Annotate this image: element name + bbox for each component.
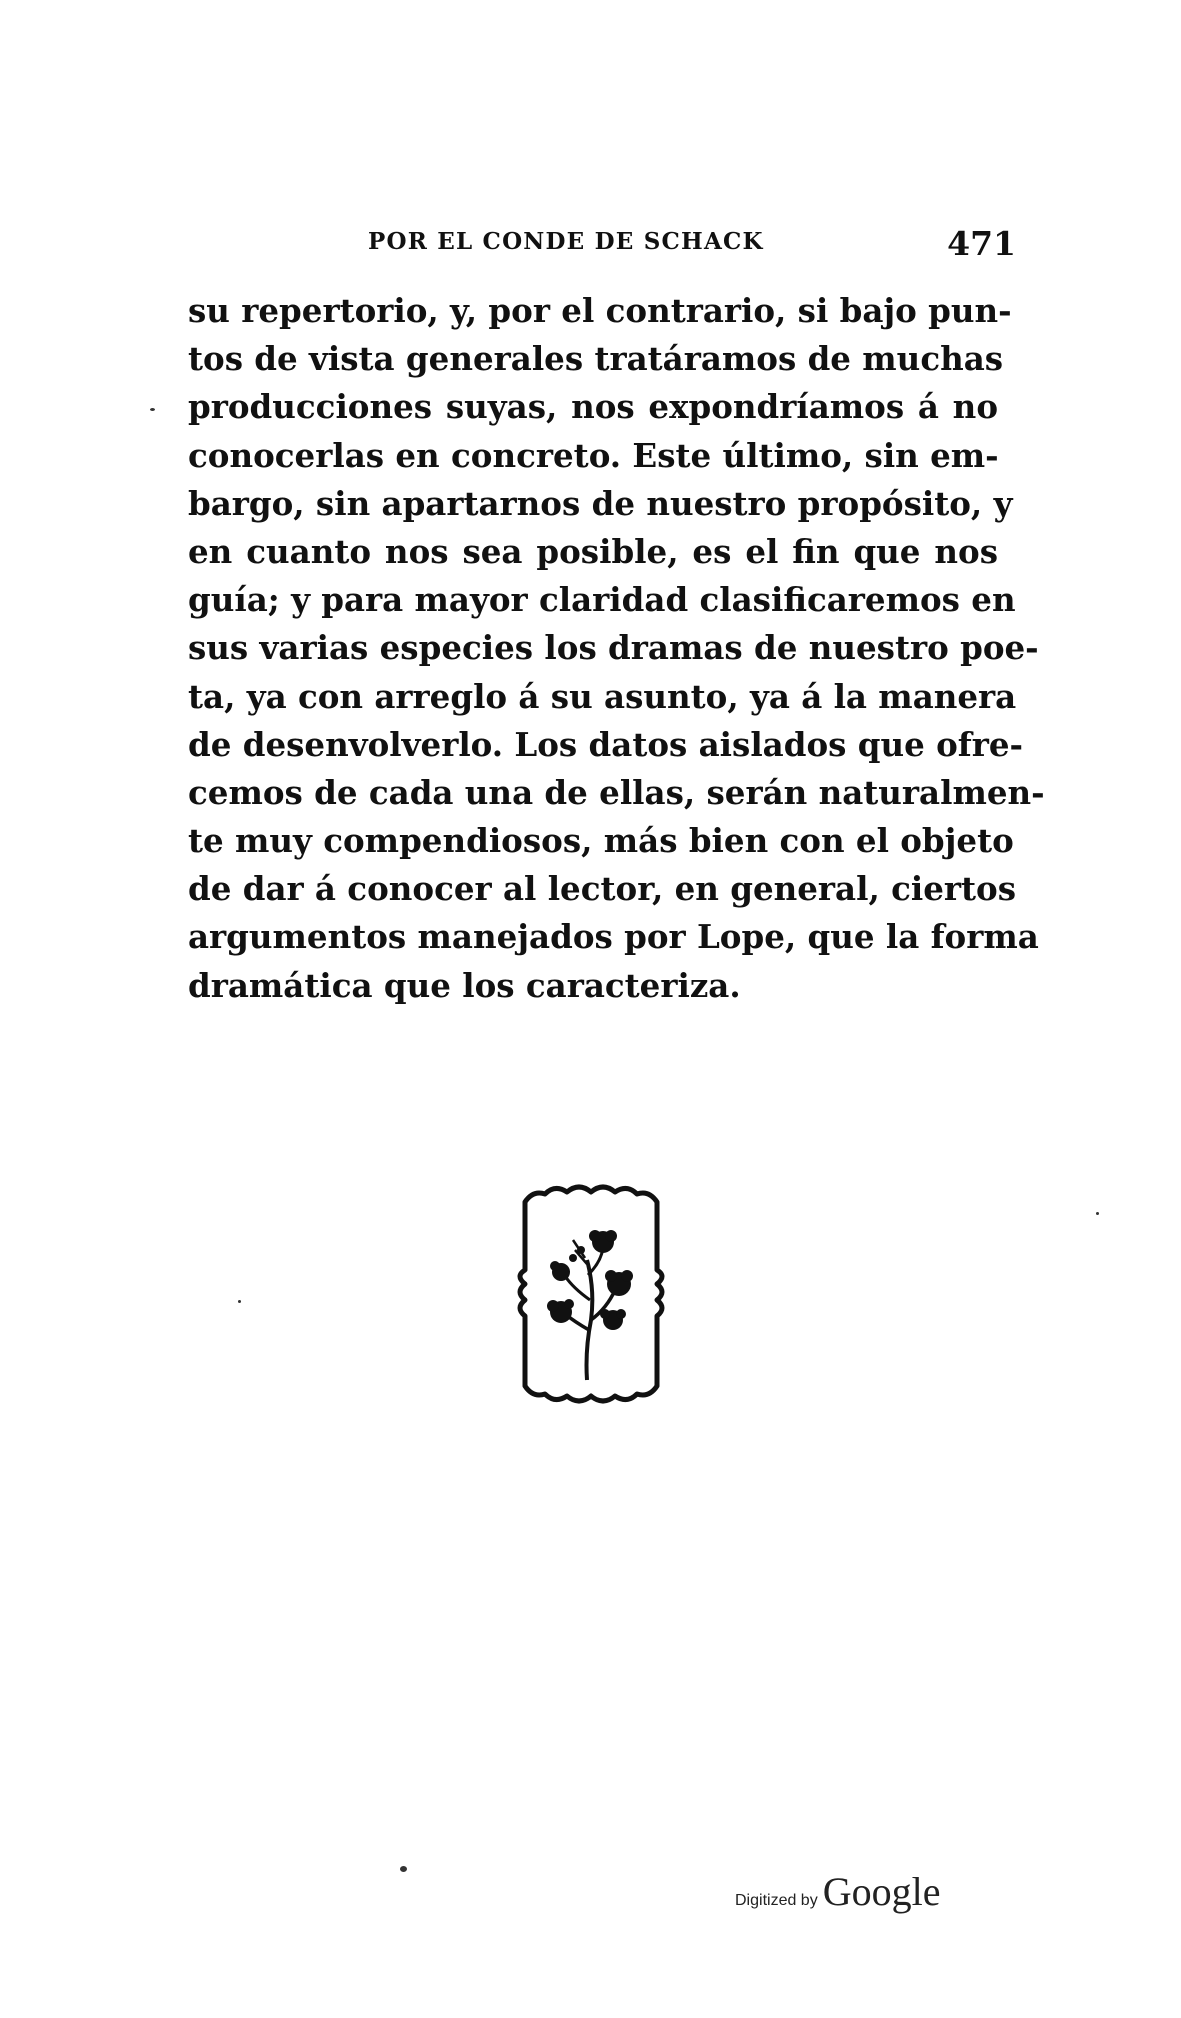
text-line: argumentos manejados por Lope, que la forma <box>188 917 1039 957</box>
text-line: ta, ya con arreglo á su asunto, ya á la manera <box>188 676 1017 716</box>
text-line: su repertorio, y, por el contrario, si bajo pun- <box>188 291 1012 330</box>
google-logo-text: Google <box>822 1869 941 1914</box>
text-line: conocerlas en concreto. Este último, sin em- <box>188 435 999 475</box>
body-paragraph <box>188 287 1045 1010</box>
text-line: de dar á conocer al lector, en general, ciertos <box>188 869 1017 909</box>
text-line: bargo, sin apartarnos de nuestro propósito, y <box>188 483 1013 523</box>
text-line: te muy compendiosos, más bien con el objeto <box>188 821 1014 861</box>
text-line: de desenvolverlo. Los datos aislados que ofre- <box>188 724 1024 764</box>
page-number: 471 <box>947 224 1016 263</box>
text-line: producciones suyas, nos expondríamos á no <box>188 387 998 427</box>
floral-tailpiece-icon <box>515 1180 667 1408</box>
text-line: en cuanto nos sea posible, es el fin que nos <box>188 531 998 571</box>
print-speck <box>238 1300 241 1303</box>
text-line: guía; y para mayor claridad clasificaremos en <box>188 580 1016 620</box>
running-title: POR EL CONDE DE SCHACK <box>368 228 764 255</box>
text-line: cemos de cada una de ellas, serán naturalmen- <box>188 772 1045 812</box>
print-speck <box>400 1866 407 1872</box>
digitized-by-google-watermark <box>735 1868 941 1918</box>
text-line: sus varias especies los dramas de nuestro poe- <box>188 628 1039 668</box>
digitized-label: Digitized by <box>735 1892 818 1909</box>
running-head <box>368 224 1016 264</box>
print-speck <box>150 408 155 411</box>
text-line: tos de vista generales tratáramos de muchas <box>188 339 1004 379</box>
text-line: dramática que los caracteriza. <box>188 965 741 1005</box>
print-speck <box>1096 1212 1099 1215</box>
